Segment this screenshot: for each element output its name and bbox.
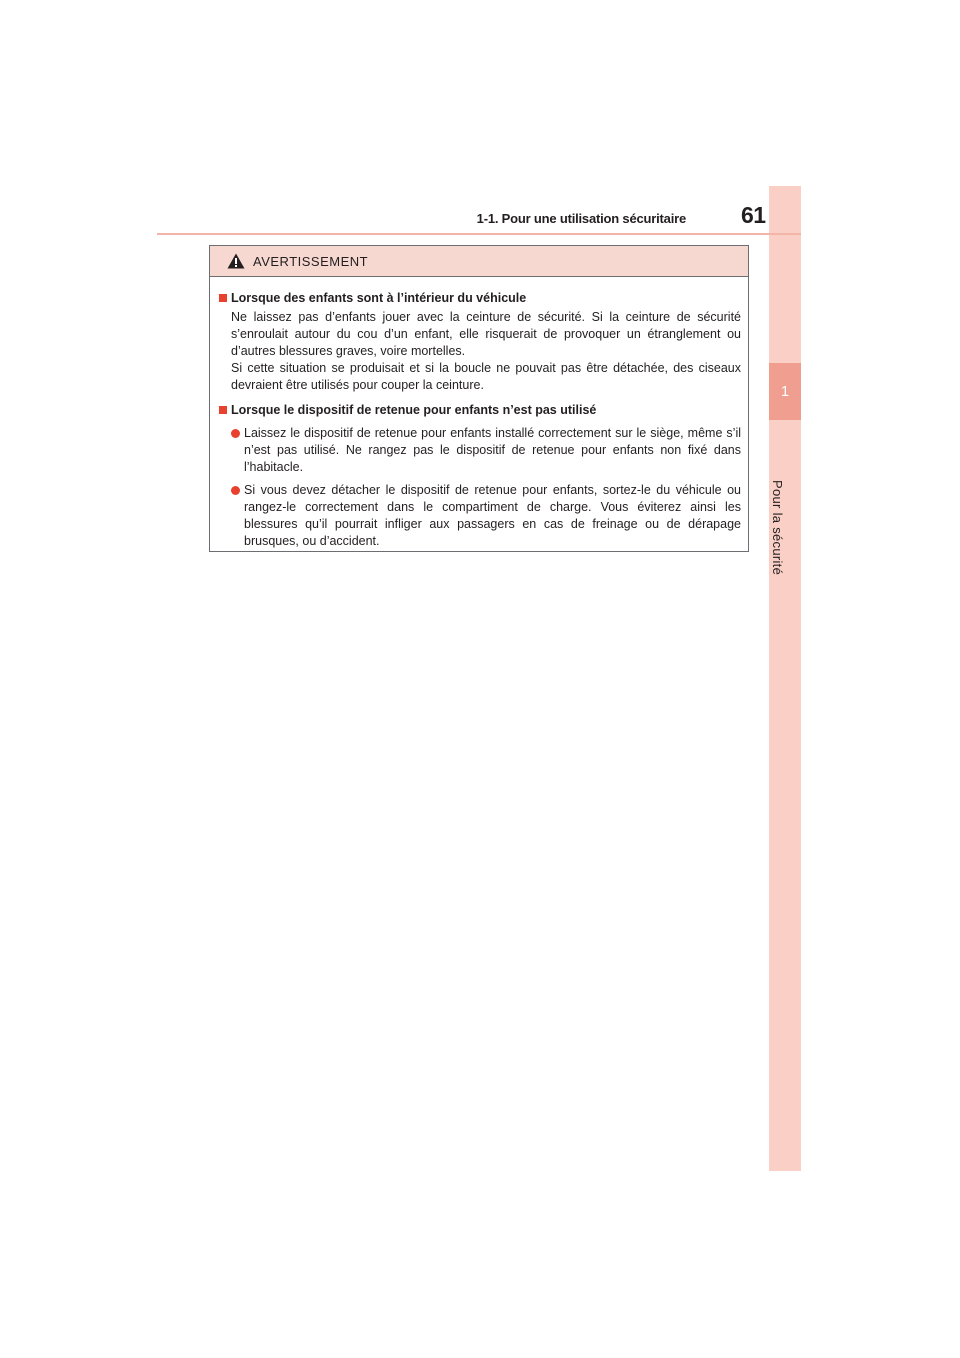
- chapter-label: Pour la sécurité: [770, 480, 785, 576]
- chapter-side-tab: [769, 186, 801, 1171]
- list-item-text: Si vous devez détacher le dispositif de retenue pour enfants, sortez-le du véhicule ou rangez-le correctement dans le compartiment de charge. Vous éviterez ainsi les blessures qu’il pourrait infliger aux passagers en cas de freinage ou de dérapage brusques, ou d’accident.: [244, 483, 741, 548]
- section-heading-text: Lorsque des enfants sont à l’intérieur du véhicule: [231, 291, 527, 305]
- section-heading-text: Lorsque le dispositif de retenue pour enfants n’est pas utilisé: [231, 403, 597, 417]
- paragraph: Ne laissez pas d’enfants jouer avec la ceinture de sécurité. Si la ceinture de sécurité s’enroulait autour du cou d’un enfant, elle risquerait de provoquer un étranglement ou d’autres blessures graves, voire mortelles.: [231, 310, 741, 358]
- warning-title: AVERTISSEMENT: [253, 253, 369, 269]
- list-item: [231, 482, 741, 550]
- warning-box: [209, 245, 749, 552]
- square-bullet-icon: [219, 406, 227, 414]
- list-item-text: Laissez le dispositif de retenue pour enfants installé correctement sur le siège, même s’il n’est pas utilisé. Ne rangez pas le dispositif de retenue pour enfants non fixé dans l’habitacle.: [244, 426, 741, 474]
- section-heading: [218, 402, 741, 419]
- list-item: [231, 425, 741, 476]
- square-bullet-icon: [219, 294, 227, 302]
- warning-header: [210, 246, 748, 277]
- paragraph: Si cette situation se produisait et si la boucle ne pouvait pas être détachée, des ciseaux devraient être utilisés pour couper la ceinture.: [231, 361, 741, 392]
- section-title: 1-1. Pour une utilisation sécuritaire: [476, 211, 686, 226]
- warning-body: [210, 277, 748, 550]
- page-number: 61: [741, 202, 766, 228]
- warning-triangle-icon: [227, 253, 245, 269]
- header-divider: [157, 233, 801, 235]
- circle-bullet-icon: [231, 486, 240, 495]
- section-heading: [218, 290, 741, 307]
- circle-bullet-icon: [231, 429, 240, 438]
- chapter-number-tab[interactable]: 1: [769, 363, 801, 420]
